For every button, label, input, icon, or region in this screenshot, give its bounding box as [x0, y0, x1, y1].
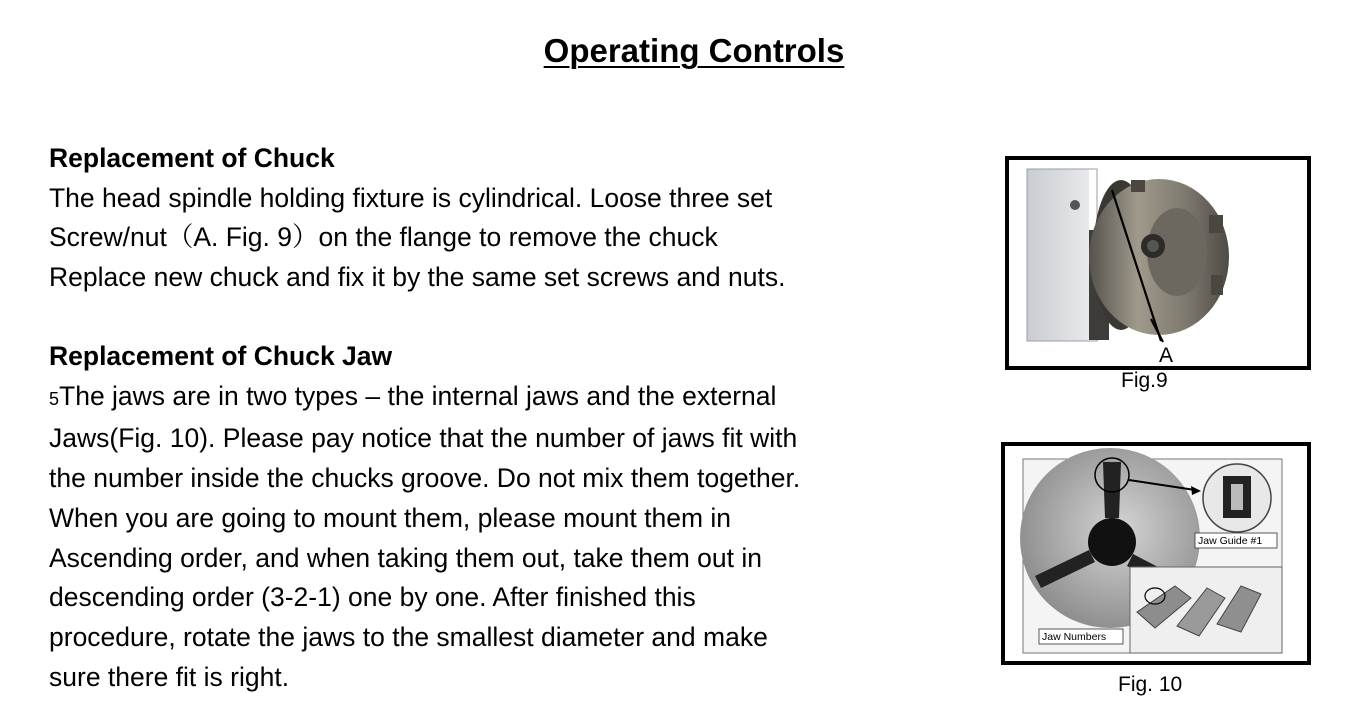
paragraph-line: procedure, rotate the jaws to the smallest diameter and make — [49, 621, 768, 652]
figure-10 — [1001, 442, 1311, 665]
chuck-photo — [1009, 160, 1307, 366]
section-replacement-of-chuck — [49, 139, 949, 298]
paragraph-line: The head spindle holding fixture is cylindrical. Loose three set — [49, 182, 773, 213]
paragraph-line-text: The jaws are in two types – the internal jaws and the external — [59, 380, 777, 411]
paragraph-line: When you are going to mount them, please mount them in — [49, 502, 732, 533]
paragraph-line: descending order (3-2-1) one by one. After finished this — [49, 582, 696, 613]
page-title: Operating Controls — [543, 32, 845, 69]
paragraph-line: Screw/nut（A. Fig. 9）on the flange to remove the chuck — [49, 222, 718, 253]
paragraph-line: Replace new chuck and fix it by the same set screws and nuts. — [49, 262, 786, 293]
jaw-numbers-label: Jaw Numbers — [1042, 631, 1107, 643]
paragraph-prefix: 5 — [49, 388, 60, 409]
figure-9-caption: Fig.9 — [1121, 369, 1168, 392]
figure-9 — [1005, 156, 1311, 370]
paragraph-line — [49, 377, 949, 420]
figure-10-caption: Fig. 10 — [1118, 673, 1183, 696]
section-heading: Replacement of Chuck Jaw — [49, 341, 393, 371]
paragraph-line: sure there fit is right. — [49, 661, 290, 692]
label-a: A — [1159, 344, 1174, 366]
paragraph-line: Jaws(Fig. 10). Please pay notice that the number of jaws fit with — [49, 423, 798, 454]
paragraph-line: Ascending order, and when taking them out, take them out in — [49, 542, 763, 573]
chuck-jaw-photo — [1005, 446, 1307, 661]
paragraph-line: the number inside the chucks groove. Do not mix them together. — [49, 463, 801, 494]
section-replacement-of-chuck-jaw — [49, 337, 949, 697]
section-heading: Replacement of Chuck — [49, 143, 335, 173]
jaw-guide-label: Jaw Guide #1 — [1198, 535, 1263, 547]
